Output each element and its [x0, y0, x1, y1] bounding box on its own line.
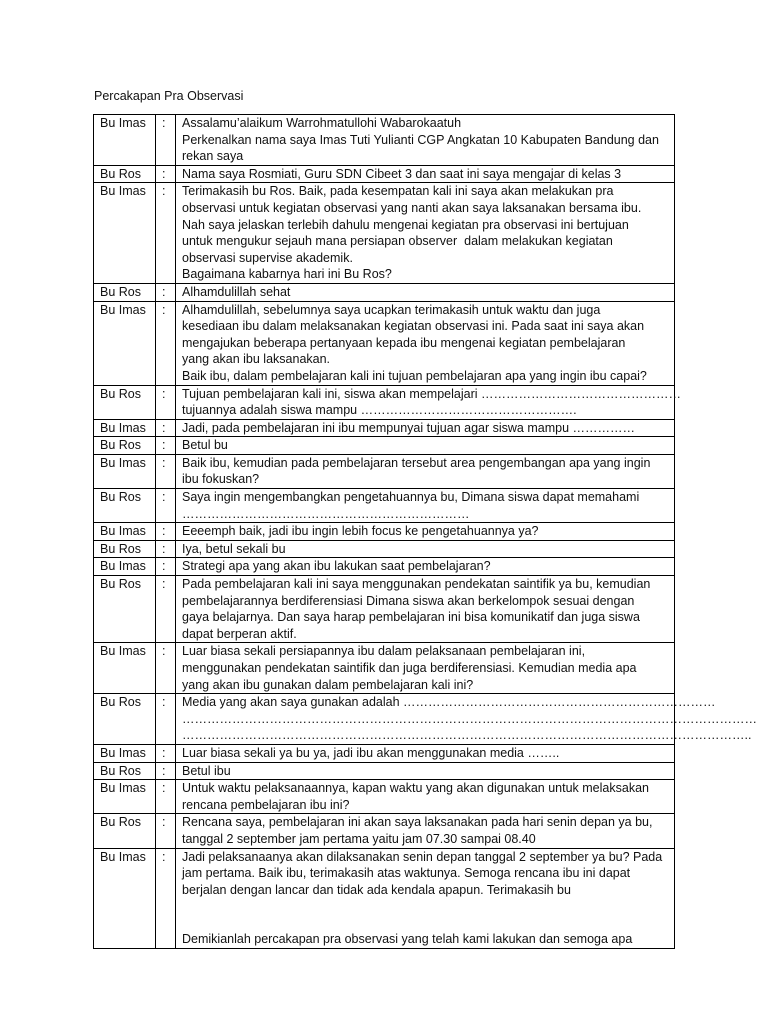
utterance-line: menggunakan pendekatan saintifik dan juga berdiferensiasi. Kemudian media apa — [182, 661, 637, 675]
utterance-line: Betul ibu — [182, 763, 231, 778]
utterance-text — [176, 489, 675, 523]
colon-separator: : — [156, 780, 176, 814]
utterance-line: mengajukan beberapa pertanyaan kepada ibu mengenai kegiatan pembelajaran — [182, 335, 626, 350]
utterance-line: Nah saya jelaskan terlebih dahulu mengenai kegiatan pra observasi ini bertujuan — [182, 217, 629, 232]
dialogue-row — [94, 780, 675, 814]
colon-separator: : — [156, 419, 176, 437]
dialogue-row — [94, 385, 675, 419]
speaker-name: Bu Imas — [94, 419, 156, 437]
utterance-text — [176, 540, 675, 558]
dialogue-row — [94, 419, 675, 437]
colon-separator: : — [156, 301, 176, 385]
utterance-line: Assalamu’alaikum Warrohmatullohi Wabarokaatuh — [182, 116, 462, 130]
speaker-name: Bu Ros — [94, 576, 156, 643]
speaker-name: Bu Ros — [94, 437, 156, 455]
closing-line: Demikianlah percakapan pra observasi yang telah kami lakukan dan semoga apa — [182, 932, 633, 947]
dialogue-row — [94, 848, 675, 948]
dialogue-row — [94, 762, 675, 780]
speaker-name: Bu Ros — [94, 385, 156, 419]
utterance-line: yang akan ibu laksanakan. — [182, 352, 331, 367]
dialogue-row — [94, 558, 675, 576]
dialogue-row — [94, 523, 675, 541]
speaker-name: Bu Ros — [94, 283, 156, 301]
colon-separator: : — [156, 814, 176, 848]
utterance-text — [176, 780, 675, 814]
colon-separator: : — [156, 283, 176, 301]
dialogue-row — [94, 301, 675, 385]
speaker-name: Bu Ros — [94, 762, 156, 780]
colon-separator: : — [156, 454, 176, 488]
utterance-line: Media yang akan saya gunakan adalah ………………………………………………………………… — [182, 695, 716, 710]
utterance-line: Jadi, pada pembelajaran ini ibu mempunyai tujuan agar siswa mampu …………… — [182, 420, 635, 435]
utterance-line: jam pertama. Baik ibu, terimakasih atas waktunya. Semoga rencana ibu ini dapat — [182, 866, 631, 881]
utterance-line: observasi supervise akademik. — [182, 250, 353, 265]
utterance-line: Saya ingin mengembangkan pengetahuannya bu, Dimana siswa dapat memahami — [182, 490, 640, 505]
document-title: Percakapan Pra Observasi — [94, 89, 244, 103]
dialogue-row — [94, 576, 675, 643]
utterance-line: ……………………………………………………………………………………………………………………….. — [182, 728, 752, 743]
speaker-name: Bu Ros — [94, 489, 156, 523]
dialogue-row — [94, 694, 675, 745]
colon-separator: : — [156, 165, 176, 183]
dialogue-body — [94, 115, 757, 949]
utterance-text — [176, 454, 675, 488]
colon-separator: : — [156, 523, 176, 541]
speaker-name: Bu Imas — [94, 780, 156, 814]
utterance-text — [176, 762, 675, 780]
utterance-line: Bagaimana kabarnya hari ini Bu Ros? — [182, 267, 392, 282]
utterance-text — [176, 523, 675, 541]
dialogue-row — [94, 454, 675, 488]
speaker-name: Bu Ros — [94, 165, 156, 183]
utterance-line: Alhamdulillah sehat — [182, 284, 291, 299]
dialogue-row — [94, 165, 675, 183]
utterance-text — [176, 385, 681, 419]
utterance-line: Perkenalkan nama saya Imas Tuti Yulianti CGP Angkatan 10 Kabupaten Bandung dan — [182, 132, 659, 147]
utterance-line: Eeeemph baik, jadi ibu ingin lebih focus ke pengetahuannya ya? — [182, 524, 539, 539]
speaker-name: Bu Imas — [94, 115, 156, 166]
utterance-line: kesediaan ibu dalam melaksanakan kegiatan observasi ini. Pada saat ini saya akan — [182, 319, 645, 334]
colon-separator: : — [156, 643, 176, 694]
speaker-name: Bu Ros — [94, 814, 156, 848]
utterance-text — [176, 115, 675, 166]
utterance-line: Baik ibu, kemudian pada pembelajaran tersebut area pengembangan apa yang ingin — [182, 455, 651, 470]
colon-separator: : — [156, 437, 176, 455]
dialogue-row — [94, 115, 675, 166]
colon-separator: : — [156, 183, 176, 284]
paragraph-gap — [182, 898, 674, 931]
colon-separator: : — [156, 694, 176, 745]
utterance-line: Tujuan pembelajaran kali ini, siswa akan mempelajari ………………………………………… — [182, 386, 681, 401]
speaker-name: Bu Ros — [94, 540, 156, 558]
colon-separator: : — [156, 115, 176, 166]
colon-separator: : — [156, 848, 176, 948]
utterance-text — [176, 165, 675, 183]
utterance-line: rencana pembelajaran ibu ini? — [182, 797, 350, 812]
speaker-name: Bu Imas — [94, 848, 156, 948]
utterance-line: ibu fokuskan? — [182, 472, 260, 487]
utterance-line: tanggal 2 september jam pertama yaitu jam 07.30 sampai 08.40 — [182, 831, 536, 846]
utterance-line: Untuk waktu pelaksanaannya, kapan waktu yang akan digunakan untuk melaksakan — [182, 781, 649, 796]
colon-separator: : — [156, 744, 176, 762]
colon-separator: : — [156, 489, 176, 523]
utterance-line: untuk mengukur sejauh mana persiapan observer dalam melakukan kegiatan — [182, 234, 613, 249]
utterance-line: Iya, betul sekali bu — [182, 541, 286, 556]
speaker-name: Bu Imas — [94, 454, 156, 488]
utterance-line: gaya belajarnya. Dan saya harap pembelajaran ini bisa komunikatif dan juga siswa — [182, 610, 640, 625]
utterance-text — [176, 694, 757, 745]
speaker-name: Bu Imas — [94, 643, 156, 694]
utterance-line: Nama saya Rosmiati, Guru SDN Cibeet 3 dan saat ini saya mengajar di kelas 3 — [182, 166, 622, 181]
colon-separator: : — [156, 576, 176, 643]
utterance-text — [176, 183, 675, 284]
dialogue-row — [94, 814, 675, 848]
colon-separator: : — [156, 540, 176, 558]
speaker-name: Bu Imas — [94, 301, 156, 385]
speaker-name: Bu Imas — [94, 523, 156, 541]
utterance-line: Alhamdulillah, sebelumnya saya ucapkan terimakasih untuk waktu dan juga — [182, 302, 601, 317]
utterance-text — [176, 848, 675, 948]
dialogue-row — [94, 437, 675, 455]
utterance-line: Pada pembelajaran kali ini saya menggunakan pendekatan saintifik ya bu, kemudian — [182, 577, 651, 592]
dialogue-row — [94, 489, 675, 523]
utterance-line: Jadi pelaksanaanya akan dilaksanakan senin depan tanggal 2 september ya bu? Pada — [182, 849, 663, 864]
utterance-line: Luar biasa sekali persiapannya ibu dalam pelaksanaan pembelajaran ini, — [182, 644, 586, 659]
utterance-line: yang akan ibu gunakan dalam pembelajaran kali ini? — [182, 677, 474, 692]
speaker-name: Bu Ros — [94, 694, 156, 745]
utterance-line: Baik ibu, dalam pembelajaran kali ini tujuan pembelajaran apa yang ingin ibu capai? — [182, 368, 647, 383]
utterance-text — [176, 643, 675, 694]
utterance-line: ………………………………………………………………………………………………………………………… — [182, 711, 757, 726]
utterance-text — [176, 558, 675, 576]
speaker-name: Bu Imas — [94, 558, 156, 576]
utterance-line: Rencana saya, pembelajaran ini akan saya laksanakan pada hari senin depan ya bu, — [182, 815, 653, 830]
utterance-line: …………………………………………………………… — [182, 506, 470, 521]
speaker-name: Bu Imas — [94, 183, 156, 284]
utterance-text — [176, 744, 675, 762]
utterance-line: berjalan dengan lancar dan tidak ada kendala apapun. Terimakasih bu — [182, 882, 571, 897]
utterance-line: Strategi apa yang akan ibu lakukan saat pembelajaran? — [182, 559, 491, 574]
utterance-text — [176, 576, 675, 643]
speaker-name: Bu Imas — [94, 744, 156, 762]
dialogue-row — [94, 643, 675, 694]
utterance-text — [176, 814, 675, 848]
colon-separator: : — [156, 558, 176, 576]
dialogue-row — [94, 540, 675, 558]
utterance-line: dapat berperan aktif. — [182, 626, 297, 641]
colon-separator: : — [156, 762, 176, 780]
dialogue-table — [93, 114, 757, 949]
utterance-text — [176, 283, 675, 301]
utterance-line: Betul bu — [182, 438, 228, 453]
utterance-text — [176, 437, 675, 455]
dialogue-row — [94, 744, 675, 762]
dialogue-row — [94, 283, 675, 301]
dialogue-row — [94, 183, 675, 284]
utterance-line: pembelajarannya berdiferensiasi Dimana siswa akan berkelompok sesuai dengan — [182, 593, 635, 608]
colon-separator: : — [156, 385, 176, 419]
utterance-text — [176, 419, 675, 437]
utterance-line: observasi untuk kegiatan observasi yang nanti akan saya laksanakan bersama ibu. — [182, 200, 642, 215]
utterance-text — [176, 301, 675, 385]
utterance-line: tujuannya adalah siswa mampu ……………………………………………. — [182, 403, 577, 418]
utterance-line: Luar biasa sekali ya bu ya, jadi ibu akan menggunakan media …….. — [182, 745, 560, 760]
utterance-line: Terimakasih bu Ros. Baik, pada kesempatan kali ini saya akan melakukan pra — [182, 184, 614, 199]
utterance-line: rekan saya — [182, 149, 244, 164]
